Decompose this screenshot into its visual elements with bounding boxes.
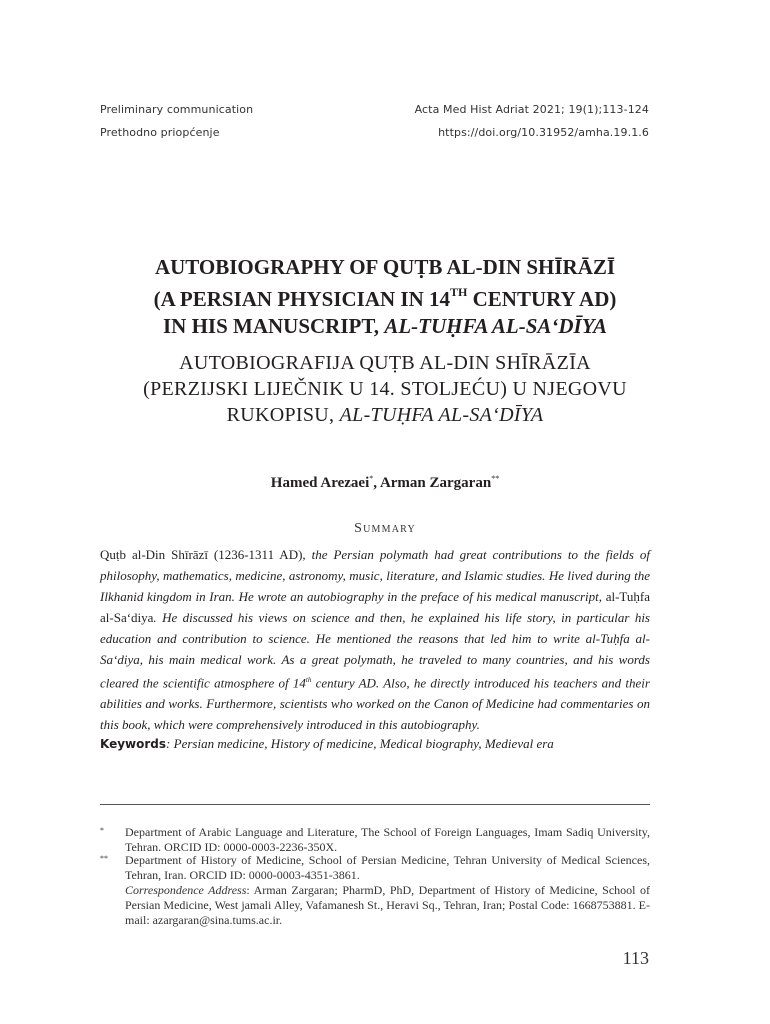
summary-manuscript-name: al-Tuḥfa al-Saʻdiya xyxy=(100,589,650,625)
title-en-line3-pre: IN HIS MANUSCRIPT, xyxy=(163,314,385,338)
keywords xyxy=(100,736,650,752)
summary-subject: Quṭb al-Din Shīrāzī (1236-1311 AD) xyxy=(100,547,303,562)
title-hr-manuscript: AL-TUḤFA AL-SAʻDĪYA xyxy=(339,404,544,426)
summary-heading: Summary xyxy=(354,521,416,536)
footnote-1-mark: * xyxy=(100,826,104,835)
correspondence-label: Correspondence Address xyxy=(125,883,247,897)
author-1-mark: * xyxy=(369,474,374,483)
article-type-hr: Prethodno priopćenje xyxy=(100,126,220,139)
keywords-separator: : xyxy=(166,736,174,751)
footnote-2 xyxy=(100,853,650,928)
correspondence-text: : Arman Zargaran; PharmD, PhD, Department of History of Medicine, School of Persian Medicine, West jamali Alley, Vafamanesh St., Heravi Sq., Tehran, Iran; Postal Code: 1668753881. E-mail: azargaran@sina.tums.ac.ir. xyxy=(125,883,650,927)
title-hr-line3 xyxy=(80,402,690,428)
author-2-mark: ** xyxy=(491,474,500,483)
title-en-line2-pre: (A PERSIAN PHYSICIAN IN 14 xyxy=(153,287,451,311)
footnote-1 xyxy=(100,825,650,855)
journal-citation: Acta Med Hist Adriat 2021; 19(1);113-124 xyxy=(414,103,649,116)
footnote-2-text: Department of History of Medicine, School of Persian Medicine, Tehran University of Medical Sciences, Tehran, Iran. ORCID ID: 0000-0003-4351-3861. xyxy=(125,853,650,882)
title-en-superscript: TH xyxy=(450,285,468,299)
doi-link[interactable]: https://doi.org/10.31952/amha.19.1.6 xyxy=(438,126,649,139)
article-type-en: Preliminary communication xyxy=(100,103,254,116)
footnote-1-text: Department of Arabic Language and Literature, The School of Foreign Languages, Imam Sadiq University, Tehran. ORCID ID: 0000-0003-2236-350X. xyxy=(125,825,650,854)
author-line xyxy=(80,474,690,492)
page-number: 113 xyxy=(622,948,649,968)
title-en-line1: AUTOBIOGRAPHY OF QUṬB AL-DIN SHĪRĀZĪ xyxy=(154,255,616,279)
author-2: Arman Zargaran xyxy=(379,475,492,491)
summary-superscript: th xyxy=(305,676,312,684)
summary-part1: , the Persian polymath had great contributions to the fields of philosophy, mathematics, medicine, astronomy, music, literature, and Islamic studies. He lived during the Ilkhanid kingdom in Iran. He wrote an autobiography in the preface of his medical manuscript, xyxy=(100,547,650,604)
correspondence-address xyxy=(125,883,650,928)
summary-part3: century AD. Also, he directly introduced his teachers and their abilities and works. Furthermore, scientists who worked on the Canon of Medicine had commentaries on this book, which were comprehensively introduced in this autobiography. xyxy=(100,675,650,733)
author-separator: , xyxy=(373,475,380,491)
footnote-2-mark: ** xyxy=(100,854,108,863)
title-croatian xyxy=(80,350,690,428)
keywords-text: Persian medicine, History of medicine, Medical biography, Medieval era xyxy=(173,736,554,751)
title-english xyxy=(80,254,690,340)
title-en-line2-post: CENTURY AD) xyxy=(467,287,617,311)
title-hr-line2: (PERZIJSKI LIJEČNIK U 14. STOLJEĆU) U NJEGOVU xyxy=(143,378,627,400)
title-hr-line3-pre: RUKOPISU, xyxy=(226,404,340,426)
keywords-label: Keywords xyxy=(100,737,167,751)
title-en-manuscript: AL-TUḤFA AL-SAʻDĪYA xyxy=(384,314,607,338)
footnote-2-body xyxy=(125,853,650,928)
footnote-divider xyxy=(100,804,650,805)
summary-part2: . He discussed his views on science and then, he explained his life story, in particular his education and contribution to science. He mentioned the reasons that led him to write al-Tuḥfa al-Saʻdiya, his main medical work. As a great polymath, he traveled to many countries, and his words cleared the scientific atmosphere of 14 xyxy=(100,610,650,691)
author-1: Hamed Arezaei xyxy=(270,475,370,491)
summary-text xyxy=(100,544,650,735)
title-en-line3 xyxy=(80,313,690,340)
title-en-line2 xyxy=(80,281,690,313)
title-hr-line1: AUTOBIOGRAFIJA QUṬB AL-DIN SHĪRĀZĪA xyxy=(179,352,591,374)
